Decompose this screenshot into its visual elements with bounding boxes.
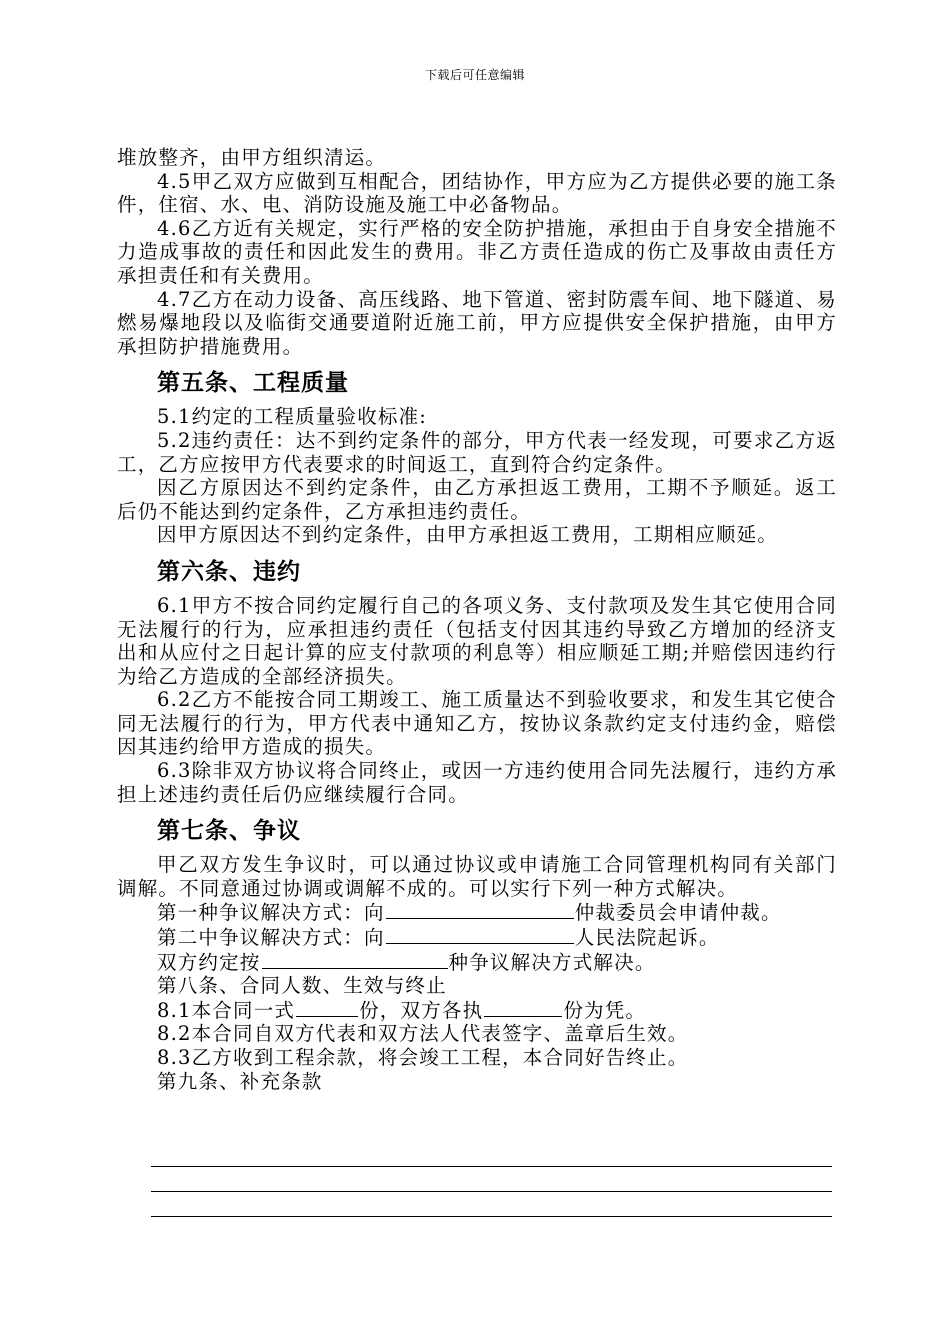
supplementary-line-3[interactable] <box>151 1216 832 1217</box>
page-header: 下载后可任意编辑 <box>424 68 525 82</box>
dispute-option-2 <box>117 925 837 950</box>
section-7-heading: 第七条、争议 <box>157 818 301 845</box>
court-blank[interactable] <box>386 925 574 944</box>
dispute-agreed-method <box>117 950 837 975</box>
dispute-agreed-prefix: 双方约定按 <box>157 950 261 974</box>
copies-each-blank[interactable] <box>484 998 562 1017</box>
paragraph-5-2-contractor: 因乙方原因达不到约定条件，由乙方承担返工费用，工期不予顺延。返工后仍不能达到约定条件，乙方承担违约责任。 <box>117 476 837 523</box>
paragraph-6-1: 6.1甲方不按合同约定履行自己的各项义务、支付款项及发生其它使用合同无法履行的行为，应承担违约责任（包括支付因其违约导致乙方增加的经济支出和从应付之日起计算的应支付款项的利息等）相应顺延工期;并赔偿因违约行为给乙方造成的全部经济损失。 <box>117 593 837 688</box>
paragraph-6-3: 6.3除非双方协议将合同终止，或因一方违约使用合同先法履行，违约方承担上述违约责任后仍应继续履行合同。 <box>117 759 837 806</box>
copies-prefix: 8.1本合同一式 <box>157 998 296 1022</box>
paragraph-5-1: 5.1约定的工程质量验收标准: <box>157 405 428 429</box>
paragraph-8-3: 8.3乙方收到工程余款，将会竣工工程，本合同好告终止。 <box>157 1046 689 1069</box>
contract-body <box>117 146 837 1093</box>
section-8-heading: 第八条、合同人数、生效与终止 <box>157 974 447 998</box>
paragraph-8-2: 8.2本合同自双方代表和双方法人代表签字、盖章后生效。 <box>157 1022 689 1046</box>
paragraph-5-2-owner: 因甲方原因达不到约定条件，由甲方承担返工费用，工期相应顺延。 <box>157 523 779 547</box>
copies-middle: 份，双方各执 <box>359 998 484 1022</box>
paragraph-4-6: 4.6乙方近有关规定，实行严格的安全防护措施，承担由于自身安全措施不力造成事故的责任和因此发生的费用。非乙方责任造成的伤亡及事故由责任方承担责任和有关费用。 <box>117 216 837 287</box>
supplementary-line-1[interactable] <box>151 1166 832 1167</box>
supplementary-line-2[interactable] <box>151 1191 832 1192</box>
copies-suffix: 份为凭。 <box>563 998 647 1022</box>
paragraph-7-intro: 甲乙双方发生争议时，可以通过协议或申请施工合同管理机构同有关部门调解。不同意通过协调或调解不成的。可以实行下列一种方式解决。 <box>117 853 837 900</box>
dispute-method-blank[interactable] <box>262 950 448 969</box>
paragraph-5-2: 5.2违约责任：达不到约定条件的部分，甲方代表一经发现，可要求乙方返工，乙方应按甲方代表要求的时间返工，直到符合约定条件。 <box>117 428 837 476</box>
dispute-option-1 <box>117 900 837 925</box>
arbitration-commission-blank[interactable] <box>386 900 574 919</box>
section-6-heading: 第六条、违约 <box>157 558 301 585</box>
paragraph-4-7: 4.7乙方在动力设备、高压线路、地下管道、密封防震车间、地下隧道、易燃易爆地段以及临街交通要道附近施工前，甲方应提供安全保护措施，由甲方承担防护措施费用。 <box>117 287 837 358</box>
dispute-option-1-suffix: 仲裁委员会申请仲裁。 <box>574 901 782 925</box>
section-5-heading: 第五条、工程质量 <box>157 370 349 397</box>
paragraph-6-2: 6.2乙方不能按合同工期竣工、施工质量达不到验收要求，和发生其它使合同无法履行的行为，甲方代表中通知乙方，按协议条款约定支付违约金，赔偿因其违约给甲方造成的损失。 <box>117 688 837 759</box>
dispute-option-1-prefix: 第一种争议解决方式：向 <box>157 901 385 925</box>
paragraph-8-1 <box>117 998 837 1023</box>
dispute-option-2-suffix: 人民法院起诉。 <box>574 926 720 950</box>
paragraph-4-5: 4.5甲乙双方应做到互相配合，团结协作，甲方应为乙方提供必要的施工条件，住宿、水、电、消防设施及施工中必备物品。 <box>117 169 837 217</box>
paragraph-4-4-end: 堆放整齐，由甲方组织清运。 <box>117 146 387 169</box>
dispute-agreed-suffix: 种争议解决方式解决。 <box>448 950 656 974</box>
section-9-heading: 第九条、补充条款 <box>157 1069 323 1093</box>
copies-total-blank[interactable] <box>296 998 358 1017</box>
dispute-option-2-prefix: 第二中争议解决方式：向 <box>157 926 385 950</box>
